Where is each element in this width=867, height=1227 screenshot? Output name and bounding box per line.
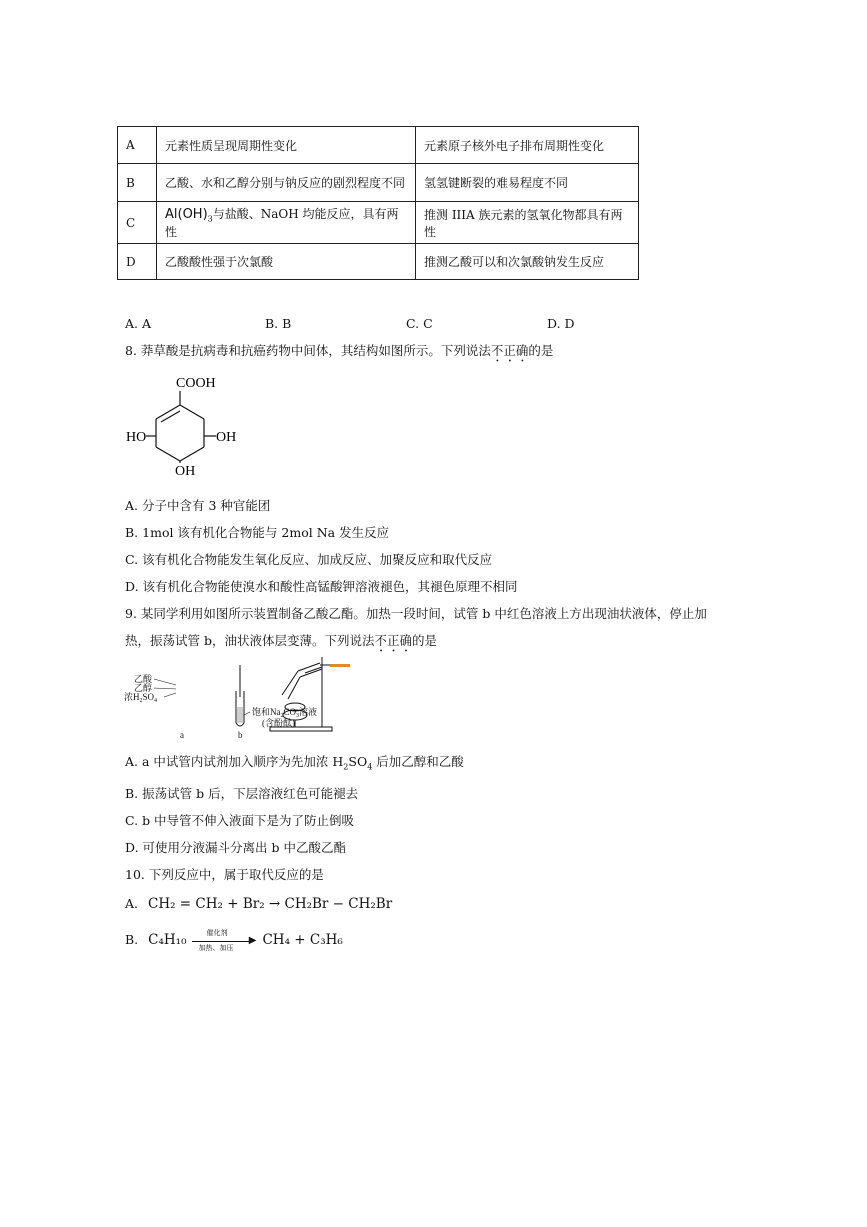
group-oh-bottom: OH: [175, 464, 196, 479]
q10-option-a[interactable]: [125, 896, 392, 912]
label-sat-na2co3: 饱和$Na_2CO_3$溶液: [252, 707, 318, 719]
q8-option-a[interactable]: A. 分子中含有 3 种官能团: [125, 498, 271, 513]
q8-option-c[interactable]: C. 该有机化合物能发生氧化反应、加成反应、加聚反应和取代反应: [125, 552, 493, 567]
q10-option-b[interactable]: [125, 928, 343, 952]
q10-a-label: A.: [125, 896, 139, 911]
sub-4: 4: [367, 762, 373, 772]
q9-option-a-text: A. a 中试管内试剂加入顺序为先加浓 H: [125, 754, 344, 769]
group-ho-left: HO: [126, 430, 147, 445]
label-ethanol: 乙醇: [134, 683, 153, 693]
sub-2: 2: [343, 762, 349, 772]
q7-option-c[interactable]: C. C: [406, 316, 433, 331]
q8-option-b[interactable]: B. 1mol 该有机化合物能与 2mol Na 发生反应: [125, 525, 390, 540]
q8-stem-emphasis: 不正确: [490, 343, 529, 358]
table-row: [118, 127, 639, 164]
q9-stem-emphasis: 不正确: [374, 633, 412, 648]
q9-option-d[interactable]: D. 可使用分液漏斗分离出 b 中乙酸乙酯: [125, 840, 346, 855]
row-label: D: [118, 244, 157, 280]
q9-stem-line2: [125, 631, 437, 655]
q7-option-b[interactable]: B. B: [265, 316, 292, 331]
ester-apparatus-diagram: [120, 655, 350, 740]
catalyst-label: 催化剂: [206, 928, 228, 937]
reaction-arrow-icon: ▶ 催化剂 加热、加压: [192, 934, 256, 948]
comparison-table: [117, 126, 639, 280]
q9-option-a-rest: 后加乙醇和乙酸: [372, 754, 464, 769]
q9-stem-text: 热，振荡试管 b，油状液体层变薄。下列说法: [125, 633, 375, 648]
q9-stem-end: 的是: [412, 633, 438, 648]
q10-b-label: B.: [125, 932, 139, 947]
q10-a-equation: CH₂ = CH₂ + Br₂ → CH₂Br − CH₂Br: [148, 896, 393, 912]
row-statement: 乙酸酸性强于次氯酸: [157, 244, 416, 280]
q8-stem: [125, 341, 553, 365]
formula-aloh: Al(OH): [165, 206, 208, 222]
label-tube-a: a: [180, 730, 184, 740]
condition-label: 加热、加压: [198, 943, 234, 952]
row-label: B: [118, 164, 157, 202]
row-statement: 乙酸、水和乙醇分别与钠反应的剧烈程度不同: [157, 164, 416, 202]
row-statement: 元素性质呈现周期性变化: [157, 127, 416, 164]
row-label: A: [118, 127, 157, 164]
row-inference: 推测 IIIA 族元素的氢氧化物都具有两性: [416, 202, 639, 244]
table-row: [118, 244, 639, 280]
row-statement-rest: 与盐酸、NaOH 均能反应，具有两性: [165, 206, 399, 240]
label-acetic-acid: 乙酸: [134, 674, 153, 684]
tube-connector-icon: [330, 664, 350, 667]
table-row: [118, 202, 639, 244]
q9-option-a[interactable]: [125, 752, 464, 772]
q9-stem-line1: 9. 某同学利用如图所示装置制备乙酸乙酯。加热一段时间，试管 b 中红色溶液上方出现油状液体，停止加: [125, 606, 707, 621]
q8-stem-text: 8. 莽草酸是抗病毒和抗癌药物中间体，其结构如图所示。下列说法: [125, 343, 491, 358]
table-row: [118, 164, 639, 202]
q7-option-d[interactable]: D. D: [547, 316, 575, 331]
q10-b-lhs: C₄H₁₀: [148, 932, 187, 948]
q10-stem: 10. 下列反应中，属于取代反应的是: [125, 867, 324, 882]
q7-option-a[interactable]: A. A: [125, 316, 152, 331]
row-statement: [157, 202, 416, 244]
group-oh-right: OH: [216, 430, 237, 445]
q8-option-d[interactable]: D. 该有机化合物能使溴水和酸性高锰酸钾溶液褪色，其褪色原理不相同: [125, 579, 518, 594]
group-cooh: COOH: [176, 376, 216, 391]
row-label: C: [118, 202, 157, 244]
row-inference: 元素原子核外电子排布周期性变化: [416, 127, 639, 164]
formula-so: SO: [348, 754, 368, 769]
q10-b-rhs: CH₄ + C₃H₆: [262, 932, 343, 948]
q9-option-c[interactable]: C. b 中导管不伸入液面下是为了防止倒吸: [125, 813, 355, 828]
row-inference: 氢氢键断裂的难易程度不同: [416, 164, 639, 202]
row-inference: 推测乙酸可以和次氯酸钠发生反应: [416, 244, 639, 280]
label-conc-h2so4: 浓$H_2SO_4$: [124, 692, 158, 704]
formula-sub: 3: [207, 214, 213, 224]
label-tube-b: b: [238, 730, 243, 740]
shikimic-acid-structure: [120, 365, 260, 480]
q9-option-b[interactable]: B. 振荡试管 b 后，下层溶液红色可能褪去: [125, 786, 359, 801]
label-phenolphthalein: (含酚酞): [262, 718, 295, 728]
solution-fill-icon: [237, 707, 243, 723]
q8-stem-end: 的是: [528, 343, 554, 358]
